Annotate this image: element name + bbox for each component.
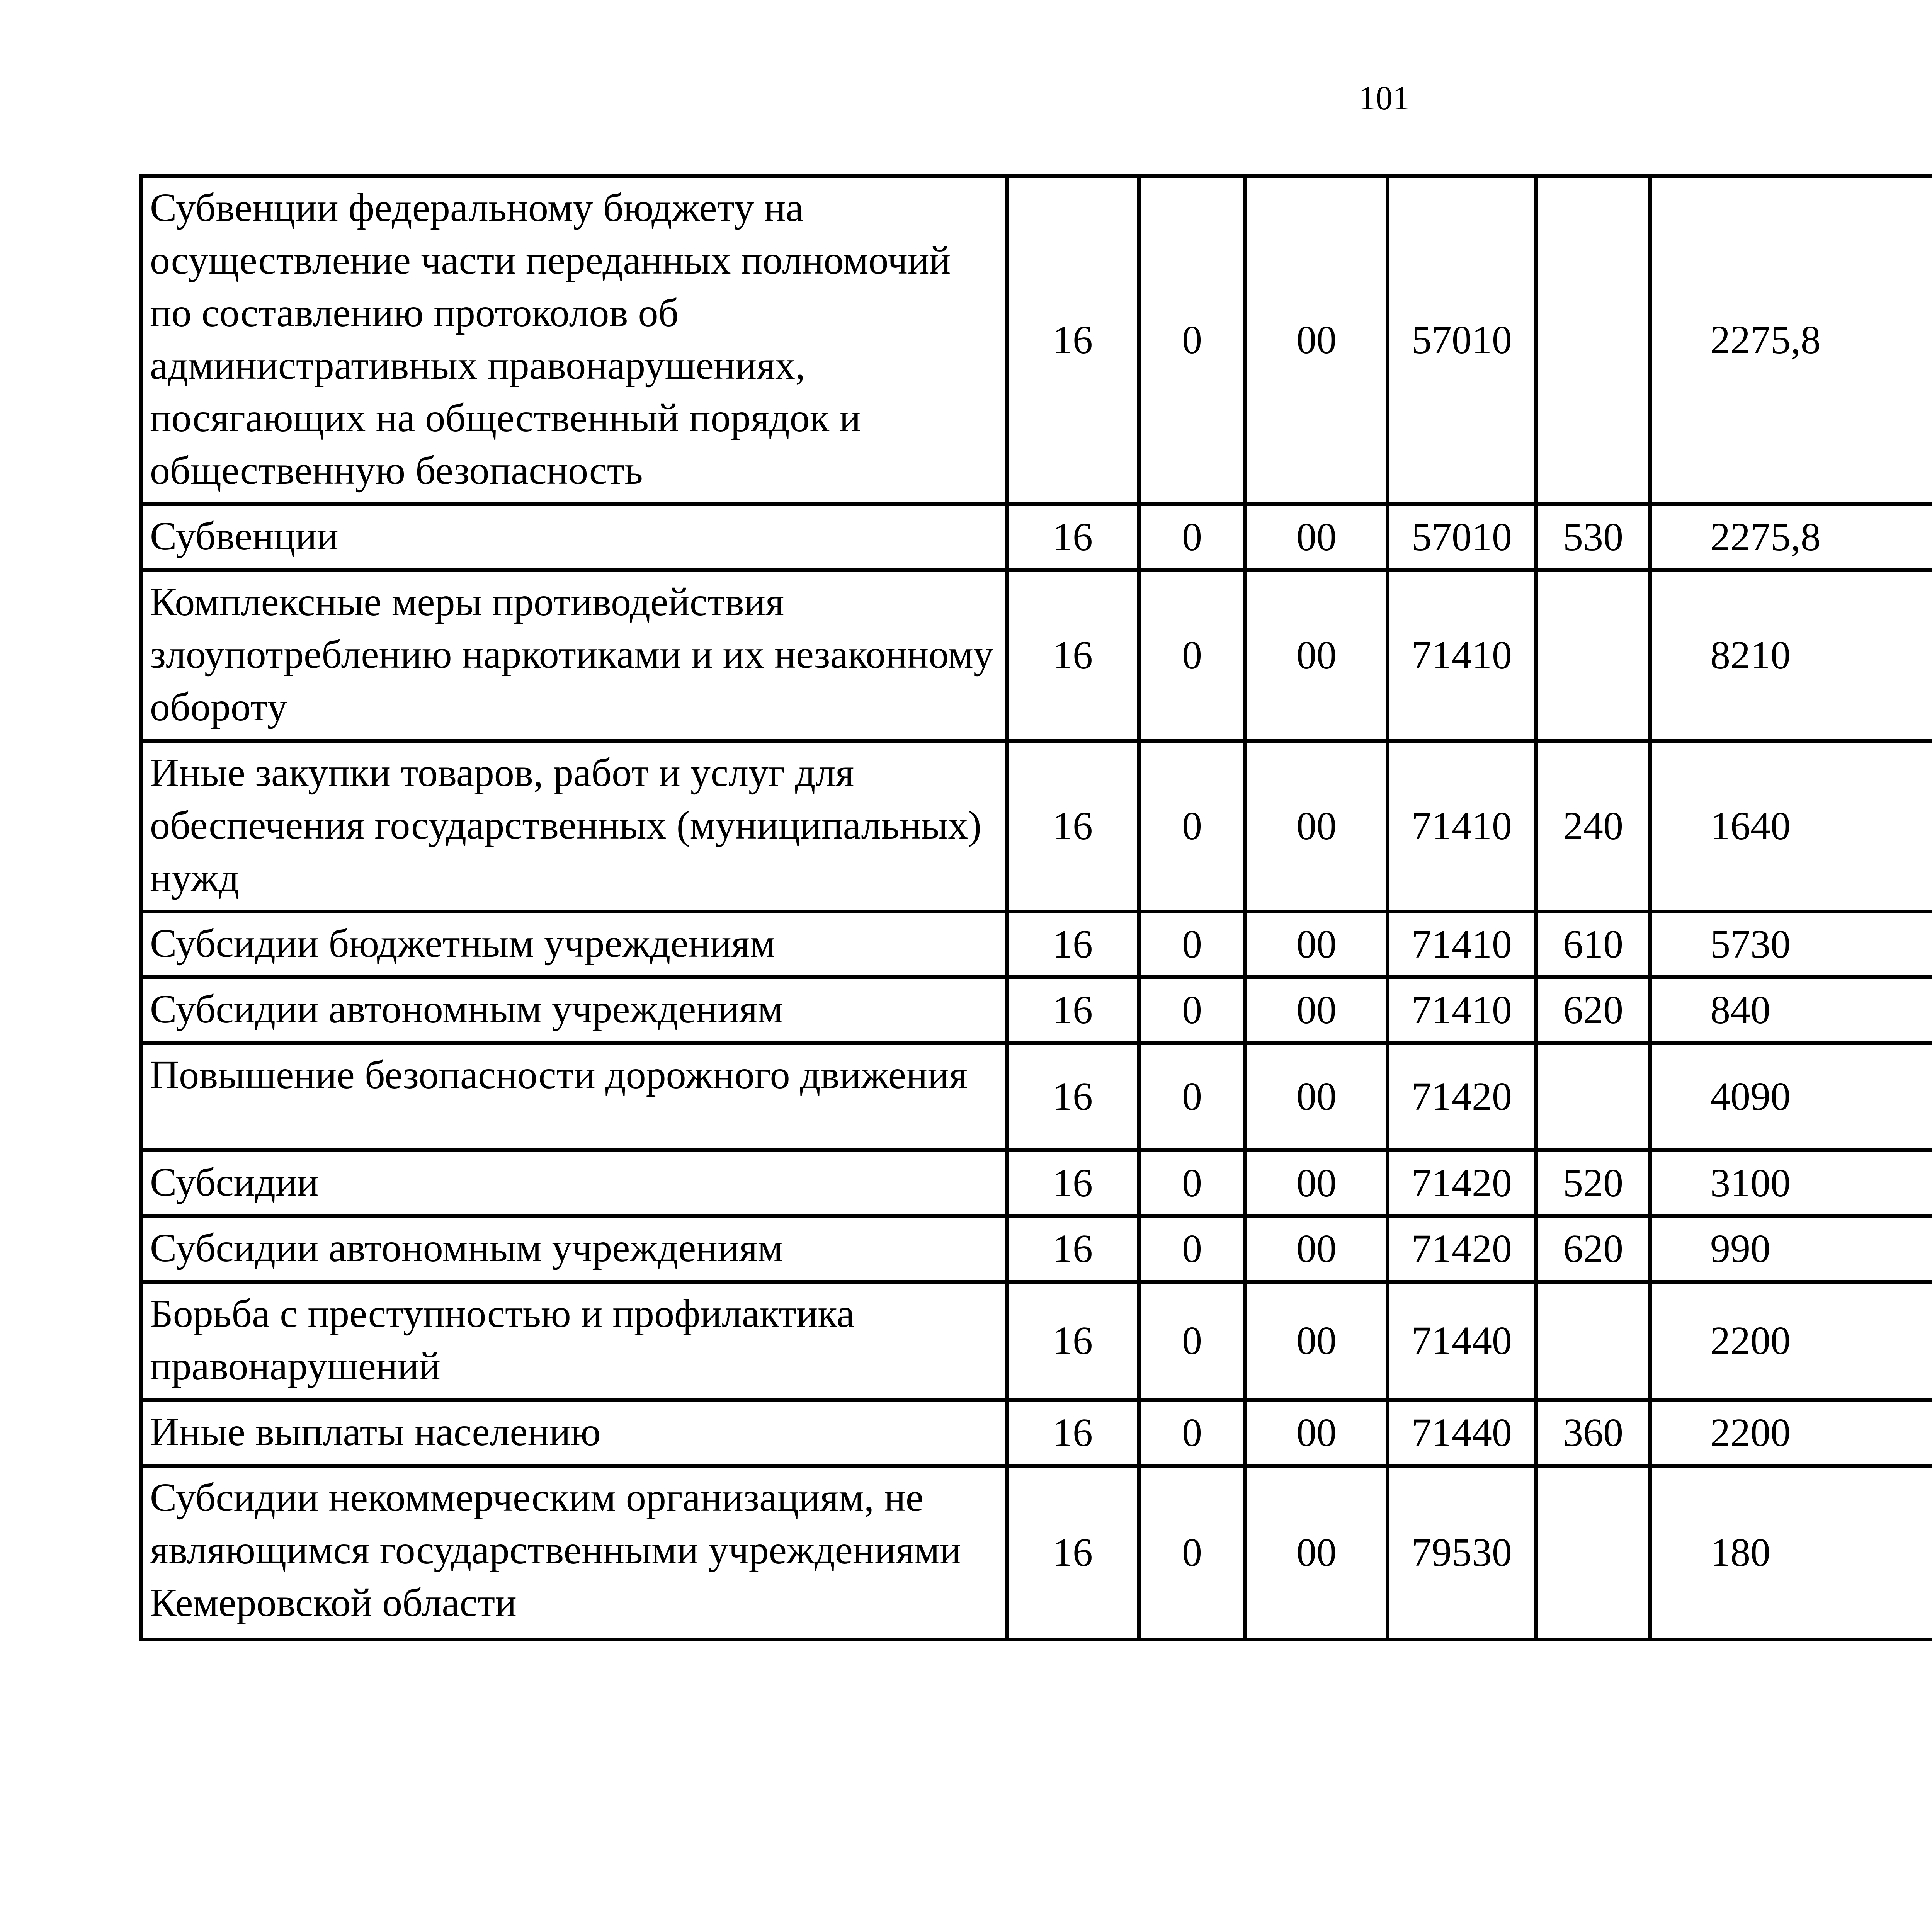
code-cell: 620 [1536, 977, 1650, 1043]
code-cell: 00 [1245, 504, 1388, 570]
row-name: Субсидии [141, 1150, 1007, 1216]
code-cell: 16 [1007, 1466, 1139, 1640]
table-row [141, 1043, 1932, 1150]
amount-cell: 840 [1650, 977, 1932, 1043]
code-cell: 240 [1536, 741, 1650, 912]
code-cell: 0 [1139, 570, 1245, 741]
code-cell: 0 [1139, 1043, 1245, 1150]
row-name: Борьба с преступностью и профилактика правонарушений [141, 1282, 1007, 1400]
budget-table [139, 174, 1932, 1641]
code-cell: 71420 [1388, 1043, 1536, 1150]
code-cell: 71410 [1388, 570, 1536, 741]
code-cell: 00 [1245, 977, 1388, 1043]
code-cell: 16 [1007, 570, 1139, 741]
table-row [141, 977, 1932, 1043]
code-cell: 16 [1007, 1216, 1139, 1282]
amount-cell: 2200 [1650, 1400, 1932, 1466]
code-cell: 16 [1007, 1043, 1139, 1150]
code-cell: 0 [1139, 1150, 1245, 1216]
code-cell: 00 [1245, 1282, 1388, 1400]
amount-cell: 3100 [1650, 1150, 1932, 1216]
amount-cell: 2275,8 [1650, 504, 1932, 570]
code-cell: 71410 [1388, 912, 1536, 977]
amount-cell: 1640 [1650, 741, 1932, 912]
code-cell: 00 [1245, 1043, 1388, 1150]
row-name: Иные выплаты населению [141, 1400, 1007, 1466]
amount-cell: 4090 [1650, 1043, 1932, 1150]
code-cell: 00 [1245, 1400, 1388, 1466]
code-cell: 00 [1245, 1150, 1388, 1216]
code-cell: 00 [1245, 176, 1388, 504]
code-cell [1536, 1043, 1650, 1150]
code-cell: 00 [1245, 1466, 1388, 1640]
table-row [141, 504, 1932, 570]
table-row [141, 570, 1932, 741]
code-cell: 0 [1139, 176, 1245, 504]
code-cell: 71420 [1388, 1150, 1536, 1216]
code-cell: 0 [1139, 504, 1245, 570]
code-cell: 16 [1007, 741, 1139, 912]
table-row [141, 176, 1932, 504]
code-cell: 00 [1245, 741, 1388, 912]
row-name: Субсидии бюджетным учреждениям [141, 912, 1007, 977]
code-cell: 71410 [1388, 977, 1536, 1043]
table-row [141, 912, 1932, 977]
table-row [141, 1466, 1932, 1640]
row-name: Субсидии автономным учреждениям [141, 1216, 1007, 1282]
code-cell: 16 [1007, 912, 1139, 977]
code-cell: 57010 [1388, 504, 1536, 570]
code-cell: 16 [1007, 1282, 1139, 1400]
code-cell: 16 [1007, 1400, 1139, 1466]
code-cell: 57010 [1388, 176, 1536, 504]
code-cell: 0 [1139, 741, 1245, 912]
code-cell [1536, 570, 1650, 741]
amount-cell: 2200 [1650, 1282, 1932, 1400]
amount-cell: 180 [1650, 1466, 1932, 1640]
code-cell: 79530 [1388, 1466, 1536, 1640]
code-cell: 520 [1536, 1150, 1650, 1216]
code-cell: 71440 [1388, 1400, 1536, 1466]
code-cell: 00 [1245, 570, 1388, 741]
code-cell: 0 [1139, 1400, 1245, 1466]
code-cell: 0 [1139, 1216, 1245, 1282]
code-cell: 610 [1536, 912, 1650, 977]
code-cell: 00 [1245, 912, 1388, 977]
code-cell: 0 [1139, 1466, 1245, 1640]
row-name: Комплексные меры противодействия злоупотреблению наркотиками и их незаконному обороту [141, 570, 1007, 741]
code-cell [1536, 1466, 1650, 1640]
table-row [141, 741, 1932, 912]
table-row [141, 1282, 1932, 1400]
code-cell: 16 [1007, 176, 1139, 504]
code-cell: 360 [1536, 1400, 1650, 1466]
code-cell: 620 [1536, 1216, 1650, 1282]
code-cell: 16 [1007, 1150, 1139, 1216]
row-name: Субсидии некоммерческим организациям, не являющимся государственными учреждениями Кемеровской области [141, 1466, 1007, 1640]
row-name: Субвенции [141, 504, 1007, 570]
table-row [141, 1400, 1932, 1466]
code-cell: 71440 [1388, 1282, 1536, 1400]
row-name: Субсидии автономным учреждениям [141, 977, 1007, 1043]
table-row [141, 1216, 1932, 1282]
amount-cell: 8210 [1650, 570, 1932, 741]
code-cell: 71410 [1388, 741, 1536, 912]
code-cell: 00 [1245, 1216, 1388, 1282]
row-name: Иные закупки товаров, работ и услуг для обеспечения государственных (муниципальных) нужд [141, 741, 1007, 912]
code-cell: 530 [1536, 504, 1650, 570]
code-cell: 71420 [1388, 1216, 1536, 1282]
code-cell: 0 [1139, 912, 1245, 977]
code-cell: 0 [1139, 1282, 1245, 1400]
code-cell: 16 [1007, 977, 1139, 1043]
amount-cell: 2275,8 [1650, 176, 1932, 504]
code-cell: 0 [1139, 977, 1245, 1043]
table-row [141, 1150, 1932, 1216]
page-number: 101 [1359, 80, 1410, 117]
code-cell [1536, 1282, 1650, 1400]
amount-cell: 990 [1650, 1216, 1932, 1282]
amount-cell: 5730 [1650, 912, 1932, 977]
code-cell: 16 [1007, 504, 1139, 570]
code-cell [1536, 176, 1650, 504]
row-name: Субвенции федеральному бюджету на осуществление части переданных полномочий по составлению протоколов об административных правонарушениях, посягающих на общественный порядок и общественную безопасность [141, 176, 1007, 504]
row-name: Повышение безопасности дорожного движения [141, 1043, 1007, 1150]
